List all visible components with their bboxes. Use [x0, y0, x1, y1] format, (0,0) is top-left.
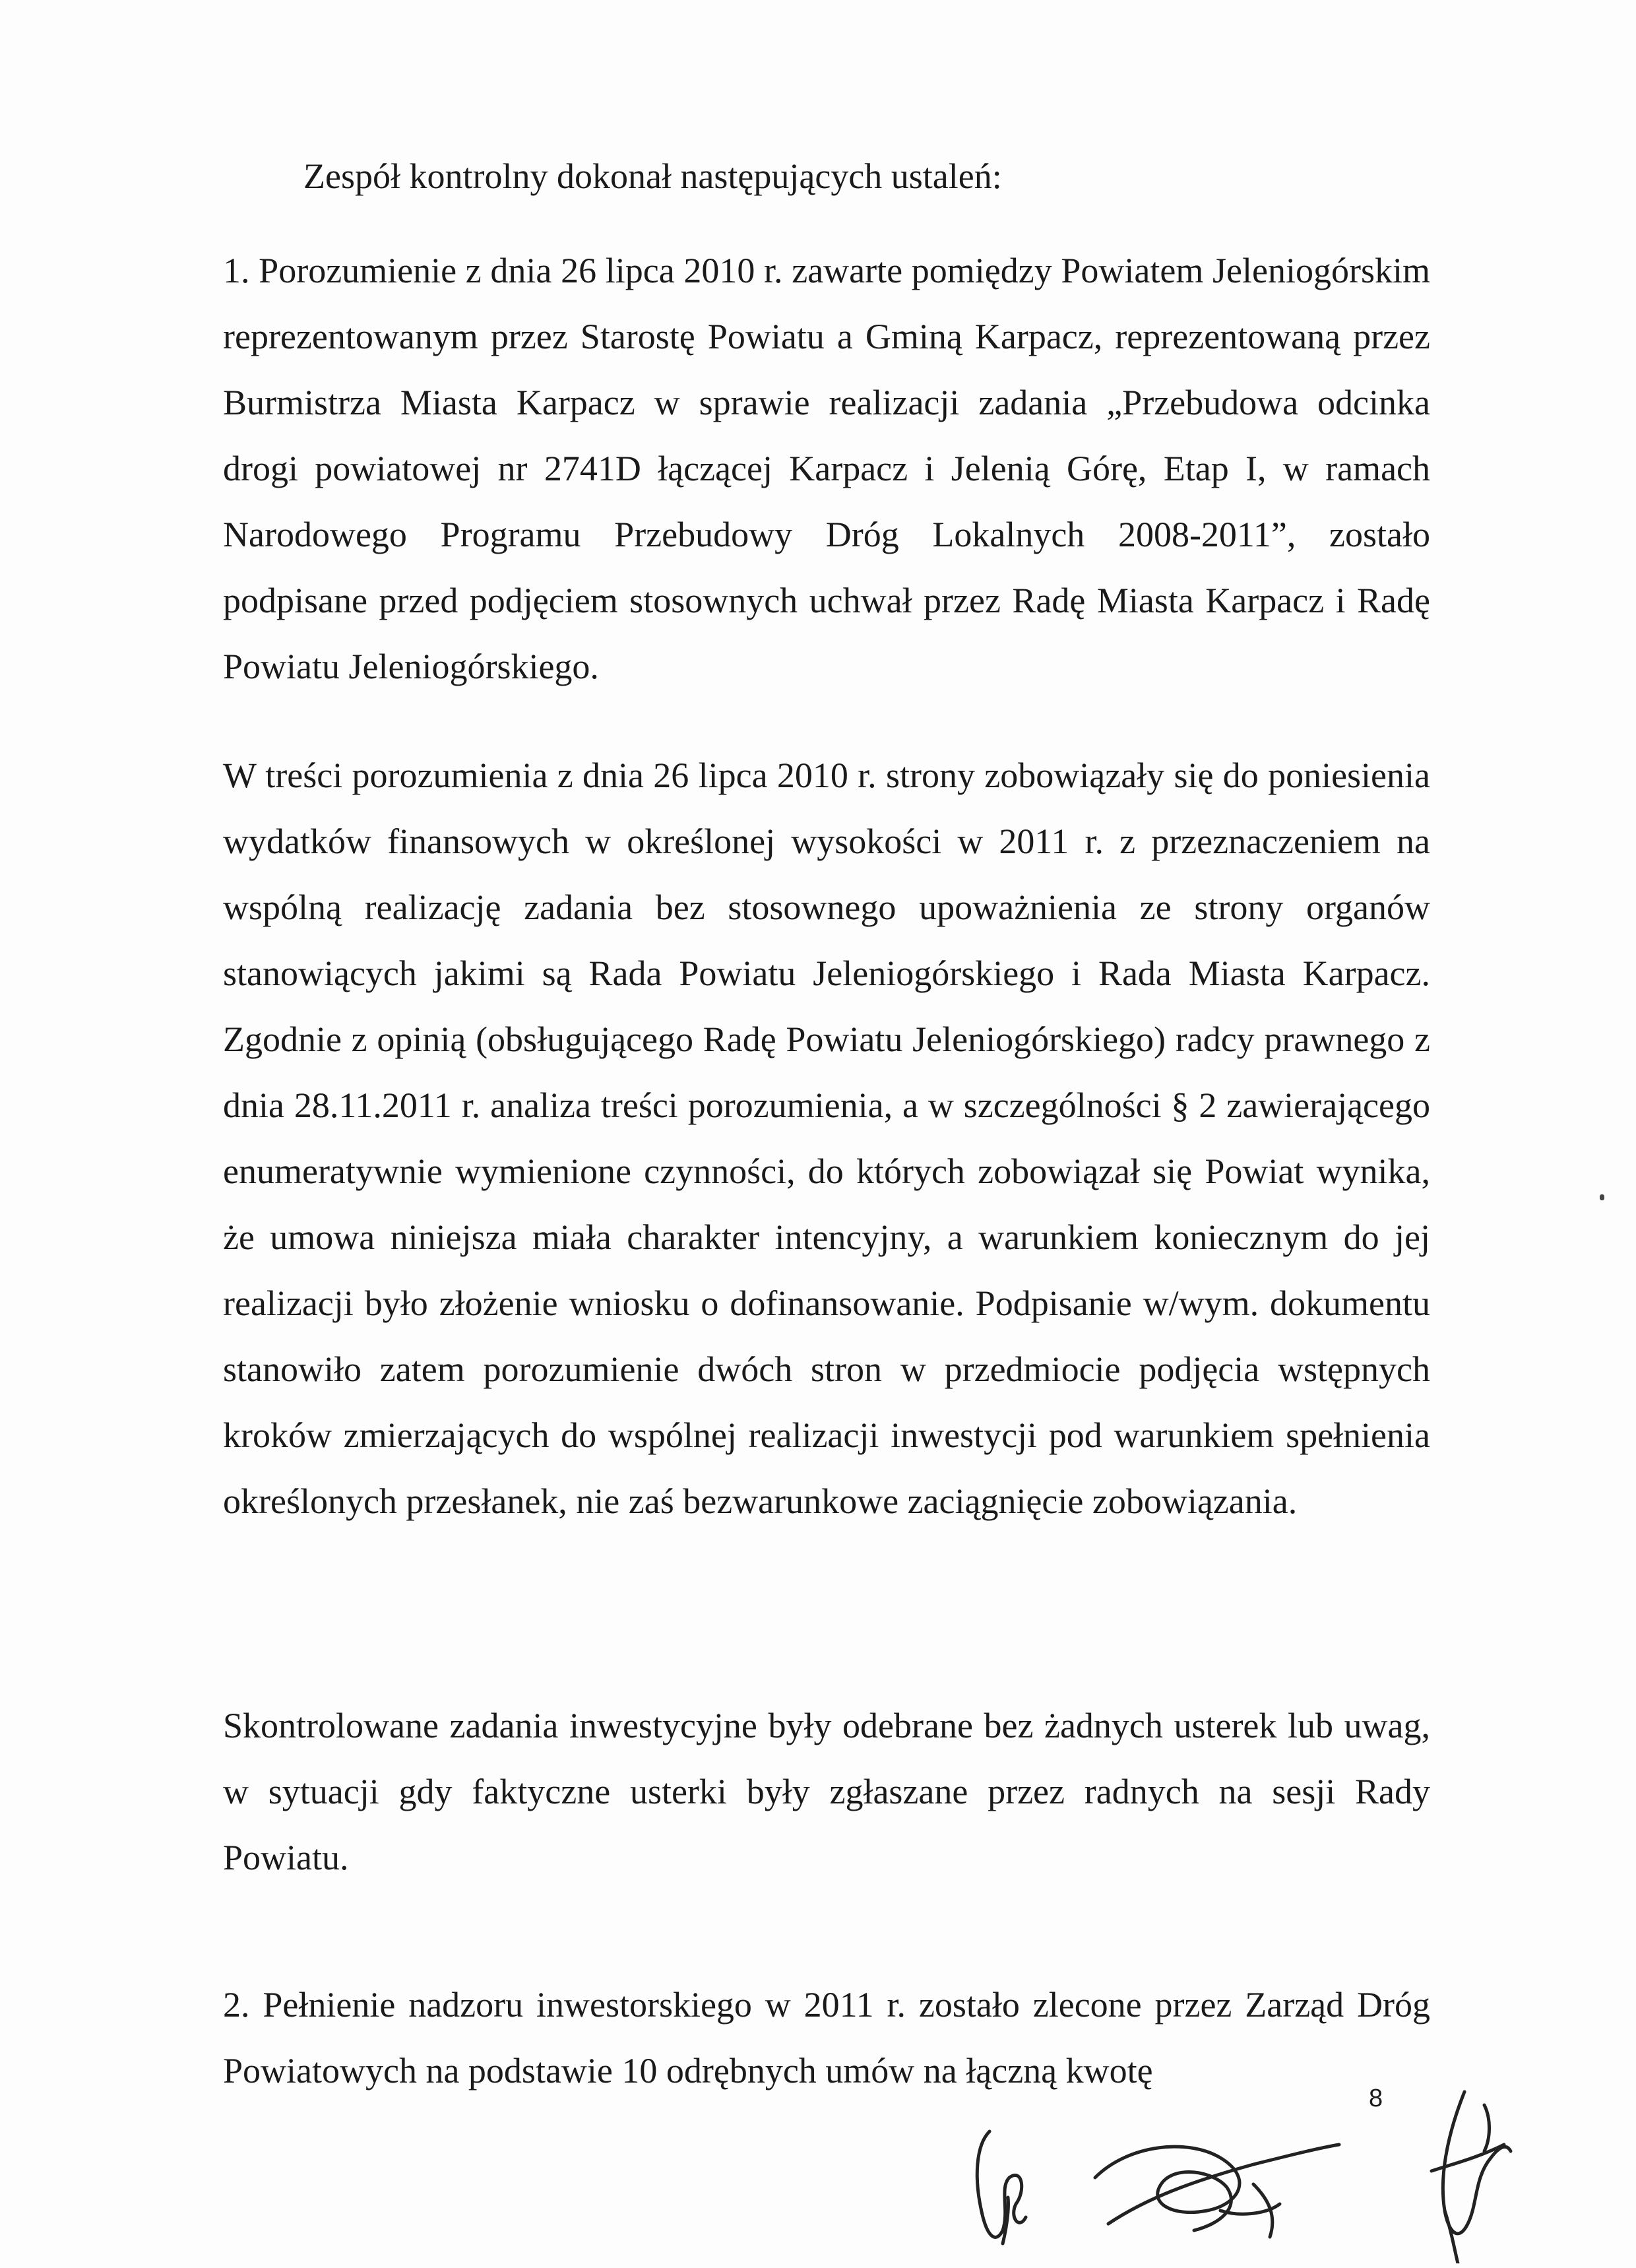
paragraph-obligations: W treści porozumienia z dnia 26 lipca 2010 r. strony zobowiązały się do poniesienia wydatków finansowych w określonej wysokości w 2011 r. z przeznaczeniem na wspólną realizację zadania bez stosownego upoważnienia ze strony organów stanowiących jakimi są Rada Powiatu Jeleniogórskiego i Rada Miasta Karpacz. Zgodnie z opinią (obsługującego Radę Powiatu Jeleniogórskiego) radcy prawnego z dnia 28.11.2011 r. analiza treści porozumienia, a w szczególności § 2 zawierającego enumeratywnie wymienione czynności, do których zobowiązał się Powiat wynika, że umowa niniejsza miała charakter intencyjny, a warunkiem koniecznym do jej realizacji było złożenie wniosku o dofinansowanie. Podpisanie w/wym. dokumentu stanowiło zatem porozumienie dwóch stron w przedmiocie podjęcia wstępnych kroków zmierzających do wspólnej realizacji inwestycji pod warunkiem spełnienia określonych przesłanek, nie zaś bezwarunkowe zaciągnięcie zobowiązania.	[223, 756, 1430, 1521]
paragraph-supervision: 2. Pełnienie nadzoru inwestorskiego w 2011 r. zostało zlecone przez Zarząd Dróg Powiatowych na podstawie 10 odrębnych umów na łączną kwotę	[223, 1985, 1430, 2090]
paragraph-inspection: Skontrolowane zadania inwestycyjne były odebrane bez żadnych usterek lub uwag, w sytuacji gdy faktyczne usterki były zgłaszane przez radnych na sesji Rady Powiatu.	[223, 1706, 1430, 1877]
findings-heading: Zespół kontrolny dokonał następujących ustaleń:	[303, 156, 1002, 196]
scan-speck	[1600, 1194, 1604, 1200]
paragraph-agreement: 1. Porozumienie z dnia 26 lipca 2010 r. zawarte pomiędzy Powiatem Jeleniogórskim reprezentowanym przez Starostę Powiatu a Gminą Karpacz, reprezentowaną przez Burmistrza Miasta Karpacz w sprawie realizacji zadania „Przebudowa odcinka drogi powiatowej nr 2741D łączącej Karpacz i Jelenią Górę, Etap I, w ramach Narodowego Programu Przebudowy Dróg Lokalnych 2008-2011”, zostało podpisane przed podjęciem stosownych uchwał przez Radę Miasta Karpacz i Radę Powiatu Jeleniogórskiego.	[223, 251, 1430, 686]
signature-scribbles-icon	[910, 2046, 1570, 2263]
page-number: 8	[1369, 2085, 1383, 2112]
signatures	[910, 2046, 1570, 2263]
